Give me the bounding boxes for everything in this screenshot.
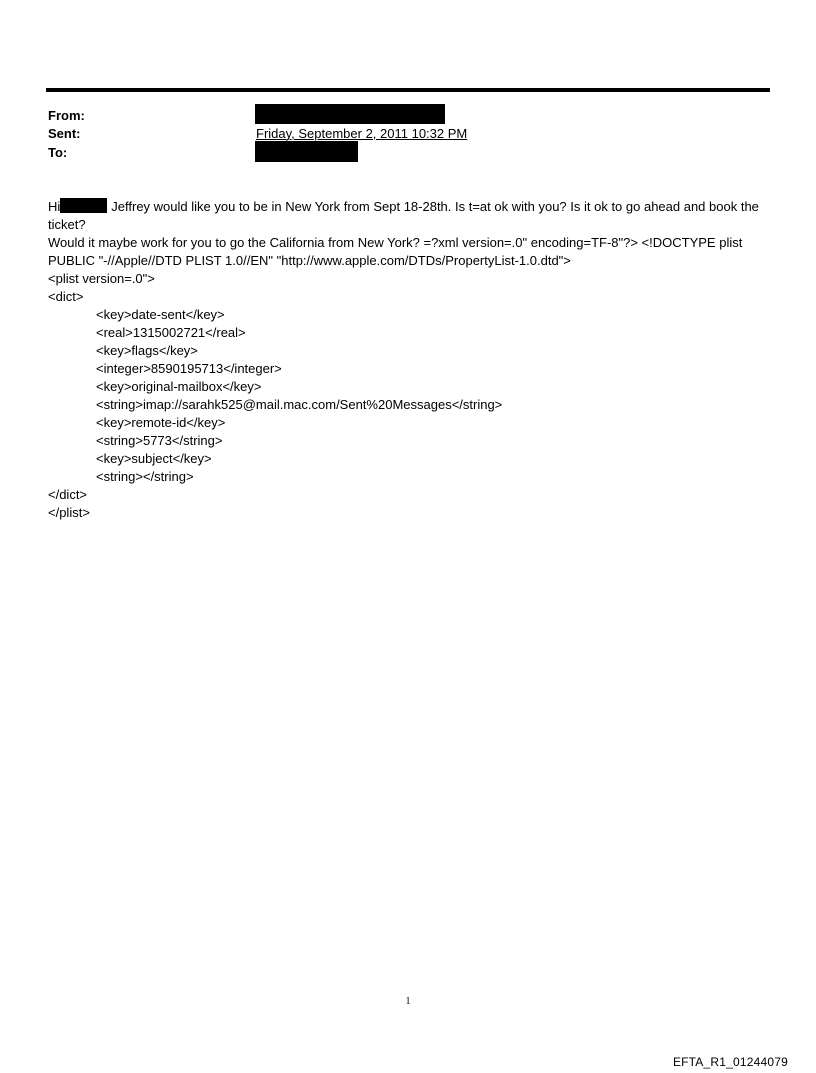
dict-item: <string>5773</string> bbox=[96, 433, 223, 448]
sent-value: Friday, September 2, 2011 10:32 PM bbox=[256, 126, 468, 141]
page-number: 1 bbox=[405, 996, 411, 1007]
dict-open: <dict> bbox=[48, 289, 84, 304]
to-label: To: bbox=[48, 145, 68, 160]
header-rule bbox=[46, 88, 770, 92]
dict-item: <key>subject</key> bbox=[96, 451, 212, 466]
sent-label: Sent: bbox=[48, 126, 81, 141]
dict-item: <string>imap://sarahk525@mail.mac.com/Sent%20Messages</string> bbox=[96, 397, 503, 412]
dict-close: </dict> bbox=[48, 487, 88, 502]
body-line-2: Would it maybe work for you to go the California from New York? =?xml version=.0" encoding=TF-8"?> <!DOCTYPE plist PUBLIC "-//Apple//DTD PLIST 1.0//EN" "http://www.apple.com/DTDs/PropertyList-1.0.dtd"> bbox=[48, 235, 743, 268]
greeting: Hi bbox=[48, 199, 61, 214]
dict-item: <key>flags</key> bbox=[96, 343, 198, 358]
plist-open: <plist version=.0"> bbox=[48, 271, 155, 286]
dict-item: <real>1315002721</real> bbox=[96, 325, 246, 340]
plist-close: </plist> bbox=[48, 505, 90, 520]
to-redaction bbox=[255, 141, 358, 162]
body-line-1 bbox=[48, 198, 772, 234]
from-redaction bbox=[255, 104, 445, 124]
dict-item: <key>remote-id</key> bbox=[96, 415, 226, 430]
name-redaction bbox=[60, 198, 107, 213]
dict-item: <key>date-sent</key> bbox=[96, 307, 225, 322]
dict-item: <integer>8590195713</integer> bbox=[96, 361, 282, 376]
document-id: EFTA_R1_01244079 bbox=[672, 1055, 788, 1069]
dict-item: <string></string> bbox=[96, 469, 194, 484]
dict-item: <key>original-mailbox</key> bbox=[96, 379, 262, 394]
from-label: From: bbox=[48, 108, 85, 123]
email-body bbox=[48, 198, 772, 522]
body-line-1-text: Jeffrey would like you to be in New York from Sept 18-28th. Is t=at ok with you? Is it ok to go ahead and book the ticket? bbox=[48, 199, 759, 232]
